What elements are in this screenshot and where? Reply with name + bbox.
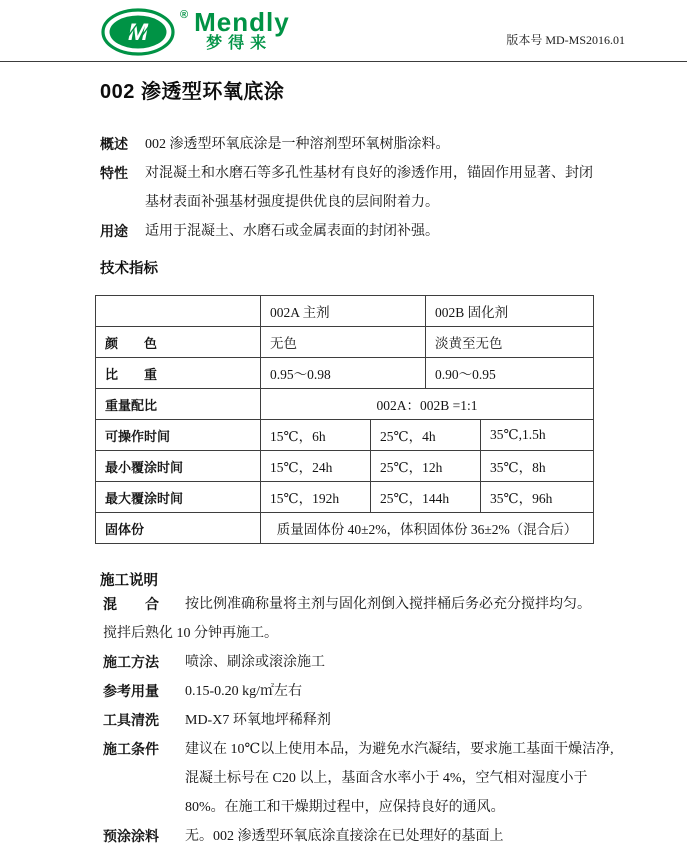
row-label: 最大覆涂时间	[96, 482, 261, 513]
row-label: 颜 色	[96, 327, 261, 358]
conditions-row	[103, 735, 632, 822]
dosage-label: 参考用量	[103, 683, 159, 699]
cell-span-value: 002A：002B =1:1	[261, 389, 594, 420]
usage-label: 用途	[100, 223, 128, 239]
table-row-pot-life	[96, 420, 594, 451]
header-002a-cell: 002A 主剂	[261, 296, 426, 327]
conditions-text: 建议在 10℃以上使用本品，为避免水汽凝结，要求施工基面干燥洁净,混凝土标号在 C20 以上，基面含水率小于 4%，空气相对湿度小于 80%。在施工和干燥期过程中，应保持良好的通风。	[185, 742, 614, 815]
specs-table	[95, 295, 594, 544]
features-label: 特性	[100, 165, 128, 181]
usage-text: 适用于混凝土、水磨石或金属表面的封闭补强。	[145, 224, 439, 239]
cell-35c: 35℃，8h	[481, 451, 594, 482]
table-row-min-recoat	[96, 451, 594, 482]
cell-value: 无色	[261, 327, 426, 358]
usage-row	[100, 217, 607, 246]
registered-trademark-icon: ®	[180, 9, 189, 21]
cell-span-value: 质量固体份 40±2%，体积固体份 36±2%（混合后）	[261, 513, 594, 544]
cell-value: 淡黄至无色	[426, 327, 594, 358]
cell-35c: 35℃,1.5h	[481, 420, 594, 451]
specs-heading: 技术指标	[100, 261, 158, 277]
table-row-header	[96, 296, 594, 327]
overview-label: 概述	[100, 136, 128, 152]
header-002b-cell: 002B 固化剂	[426, 296, 594, 327]
cell-25c: 25℃，4h	[371, 420, 481, 451]
dosage-row	[103, 677, 632, 706]
table-row-color	[96, 327, 594, 358]
brand-name-cn: 梦得来	[206, 35, 273, 52]
mendly-oval-m-icon	[100, 6, 182, 56]
version-number: 版本号 MD-MS2016.01	[506, 33, 625, 47]
cell-15c: 15℃，24h	[261, 451, 371, 482]
intro-section	[100, 130, 607, 246]
cell-value: 0.90～0.95	[426, 358, 594, 389]
cleaning-row	[103, 706, 632, 735]
cell-15c: 15℃，6h	[261, 420, 371, 451]
page-header	[0, 0, 687, 62]
mixing-text: 按比例准确称量将主剂与固化剂倒入搅拌桶后务必充分搅拌均匀。	[185, 597, 591, 612]
table-row-max-recoat	[96, 482, 594, 513]
brand-logo	[100, 6, 290, 56]
precoat-label: 预涂涂料	[103, 828, 159, 844]
mixing-row	[103, 590, 632, 619]
dosage-text: 0.15-0.20 kg/㎡左右	[185, 684, 303, 699]
cell-value: 0.95～0.98	[261, 358, 426, 389]
conditions-label: 施工条件	[103, 741, 159, 757]
table-row-mix-ratio	[96, 389, 594, 420]
brand-text	[194, 7, 290, 53]
page-title: 002 渗透型环氧底涂	[100, 81, 285, 103]
cell-15c: 15℃，192h	[261, 482, 371, 513]
overview-text: 002 渗透型环氧底涂是一种溶剂型环氧树脂涂料。	[145, 137, 450, 152]
brand-name-en: Mendly	[194, 7, 290, 37]
cell-25c: 25℃，144h	[371, 482, 481, 513]
overview-row	[100, 130, 607, 159]
row-label: 重量配比	[96, 389, 261, 420]
application-section	[103, 590, 632, 851]
mixing-label: 混 合	[103, 596, 159, 612]
application-heading: 施工说明	[100, 573, 158, 589]
cleaning-text: MD-X7 环氧地坪稀释剂	[185, 713, 331, 728]
row-label: 最小覆涂时间	[96, 451, 261, 482]
cleaning-label: 工具清洗	[103, 712, 159, 728]
table-row-gravity	[96, 358, 594, 389]
cell-35c: 35℃，96h	[481, 482, 594, 513]
row-label: 固体份	[96, 513, 261, 544]
header-blank-cell	[96, 296, 261, 327]
precoat-row	[103, 822, 632, 851]
row-label: 可操作时间	[96, 420, 261, 451]
method-text: 喷涂、刷涂或滚涂施工	[185, 655, 325, 670]
method-label: 施工方法	[103, 654, 159, 670]
svg-text:M: M	[128, 19, 148, 46]
table-row-solids	[96, 513, 594, 544]
row-label: 比 重	[96, 358, 261, 389]
cell-25c: 25℃，12h	[371, 451, 481, 482]
method-row	[103, 648, 632, 677]
features-text: 对混凝土和水磨石等多孔性基材有良好的渗透作用，锚固作用显著、封闭基材表面补强基材强度提供优良的层间附着力。	[145, 166, 593, 210]
precoat-text: 无。002 渗透型环氧底涂直接涂在已处理好的基面上	[185, 829, 504, 844]
features-row	[100, 159, 607, 217]
mixing-text-continued: 搅拌后熟化 10 分钟再施工。	[103, 626, 278, 641]
